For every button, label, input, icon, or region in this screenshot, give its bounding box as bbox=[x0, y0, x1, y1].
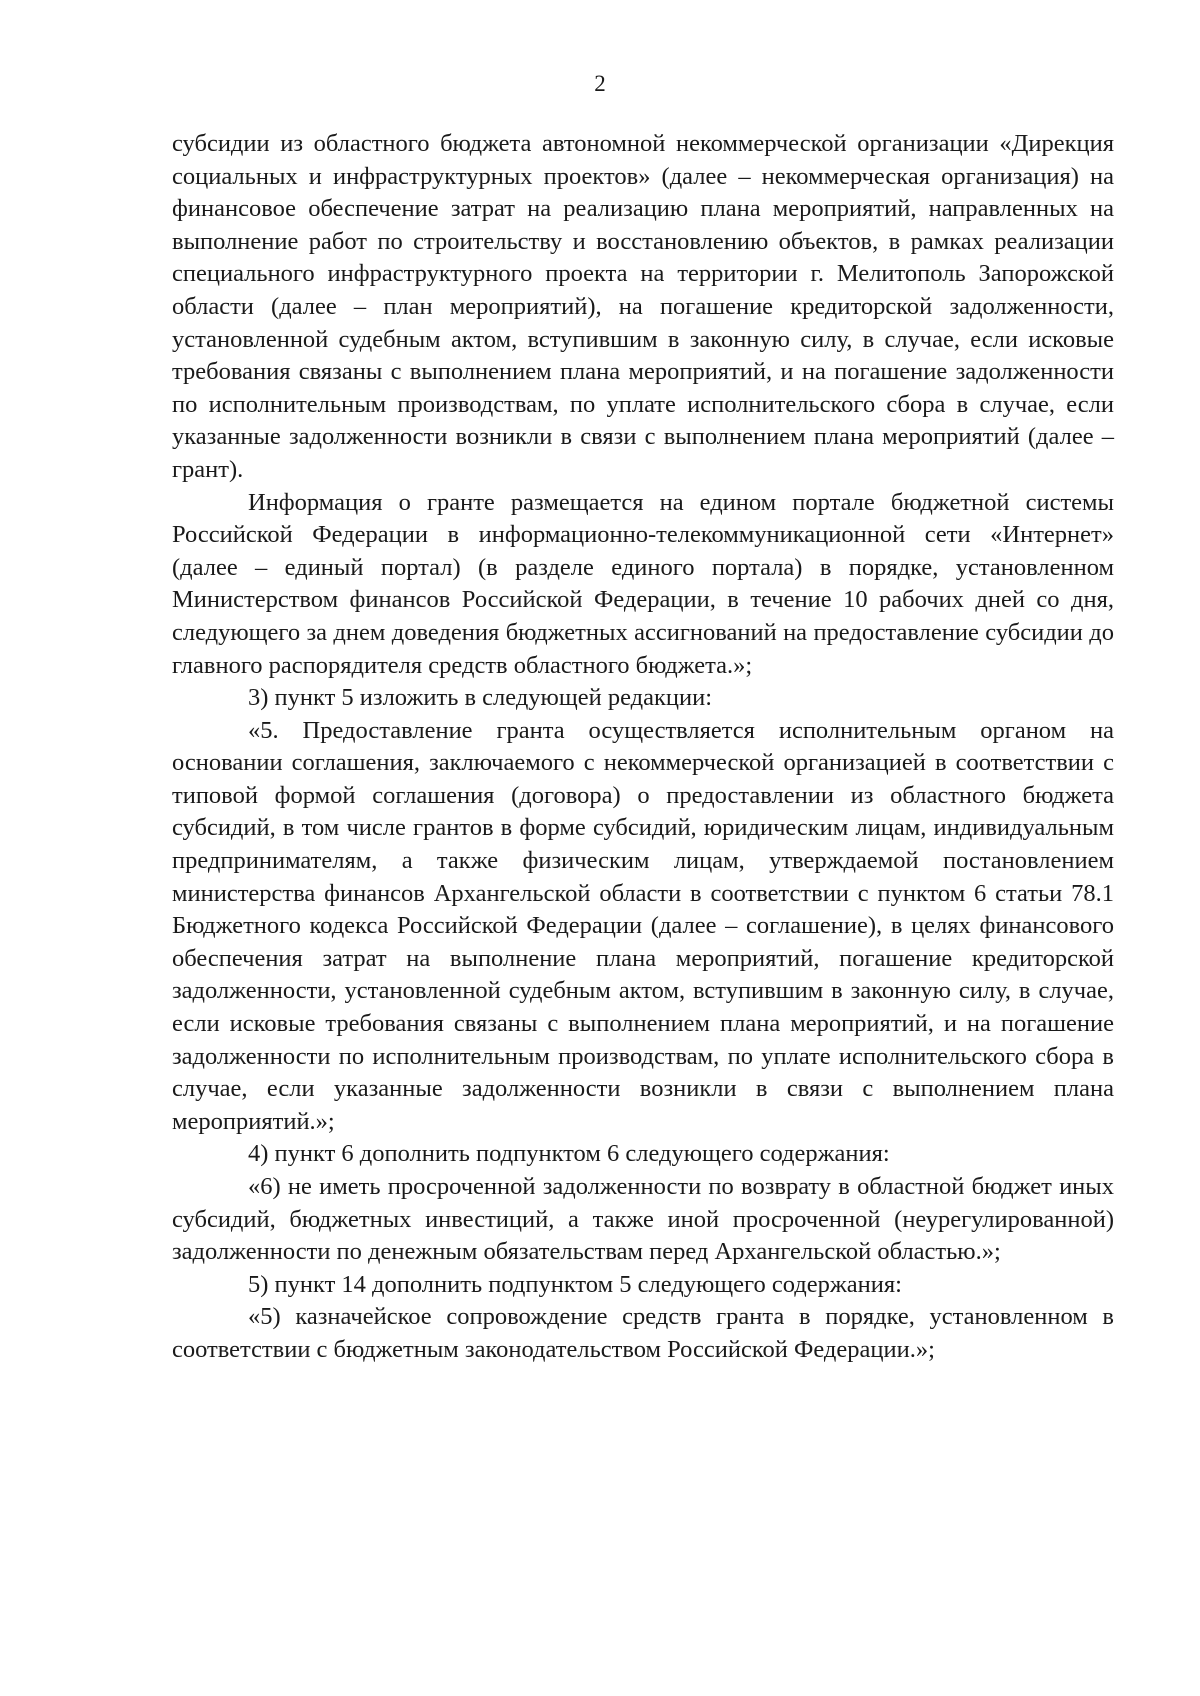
paragraph-clause-5: «5. Предоставление гранта осуществляется исполнительным органом на основании соглашения, заключаемого с некоммерческой организацией в соответствии с типовой формой соглашения (договора) о предоставлении из областного бюджета субсидий, в том числе грантов в форме субсидий, юридическим лицам, индивидуальным предпринимателям, а также физическим лицам, утверждаемой постановлением министерства финансов Архангельской области в соответствии с пунктом 6 статьи 78.1 Бюджетного кодекса Российской Федерации (далее – соглашение), в целях финансового обеспечения затрат на выполнение плана мероприятий, погашение кредиторской задолженности, установленной судебным актом, вступившим в законную силу, в случае, bbox=[172, 716, 1114, 1005]
paragraph-item-5: 5) пункт 14 дополнить подпунктом 5 следующего содержания: bbox=[248, 1270, 902, 1298]
paragraph-grant-definition: субсидии из областного бюджета автономной некоммерческой организации «Дирекция социальных и инфраструктурных проектов» (далее – некоммерческая организация) на финансовое обеспечение затрат на реализацию плана мероприятий, направленных на выполнение работ по строительству и восстановлению объектов, в рамках реализации специального инфраструктурного проекта на территории г. Мелитополь Запорожской области (далее – план мероприятий), на погашение кредиторской задолженности, установленной судебным актом, вступившим в законную силу, в случае, если исковые требования связаны с выполнением плана мероприятий, и на погашение задолженности по исполнительным производствам, по уплате исполнительского сбора в случае, если указанные задолженности возникли в связи с выполнением плана мероприятий (далее – грант). bbox=[172, 130, 1114, 483]
paragraph-item-3: 3) пункт 5 изложить в следующей редакции: bbox=[248, 684, 713, 712]
paragraph-subclause-5: «5) казначейское сопровождение средств гранта в порядке, установленном в соответствии с бюджетным законодательством Российской Федерации.»; bbox=[172, 1303, 1114, 1363]
paragraph-clause-5-continuation: если исковые требования связаны с выполнением плана мероприятий, и на погашение задолженности по исполнительным производствам, по уплате исполнительского сбора в случае, если указанные задолженности возникли в связи с выполнением плана мероприятий.»; bbox=[172, 1010, 1114, 1135]
paragraph-item-4: 4) пункт 6 дополнить подпунктом 6 следующего содержания: bbox=[248, 1140, 890, 1168]
document-body bbox=[172, 128, 1114, 1367]
page-number: 2 bbox=[594, 71, 606, 96]
paragraph-grant-information: Информация о гранте размещается на едином портале бюджетной системы Российской Федерации в информационно-телекоммуникационной сети «Интернет» (далее – единый портал) (в разделе единого портала) в порядке, установленном Министерством финансов Российской Федерации, в течение 10 рабочих дней со дня, следующего за днем доведения бюджетных ассигнований на предоставление субсидии до главного распорядителя средств областного бюджета.»; bbox=[172, 488, 1114, 679]
paragraph-subclause-6: «6) не иметь просроченной задолженности по возврату в областной бюджет иных субсидий, бюджетных инвестиций, а также иной просроченной (неурегулированной) задолженности по денежным обязательствам перед Архангельской областью.»; bbox=[172, 1173, 1114, 1266]
